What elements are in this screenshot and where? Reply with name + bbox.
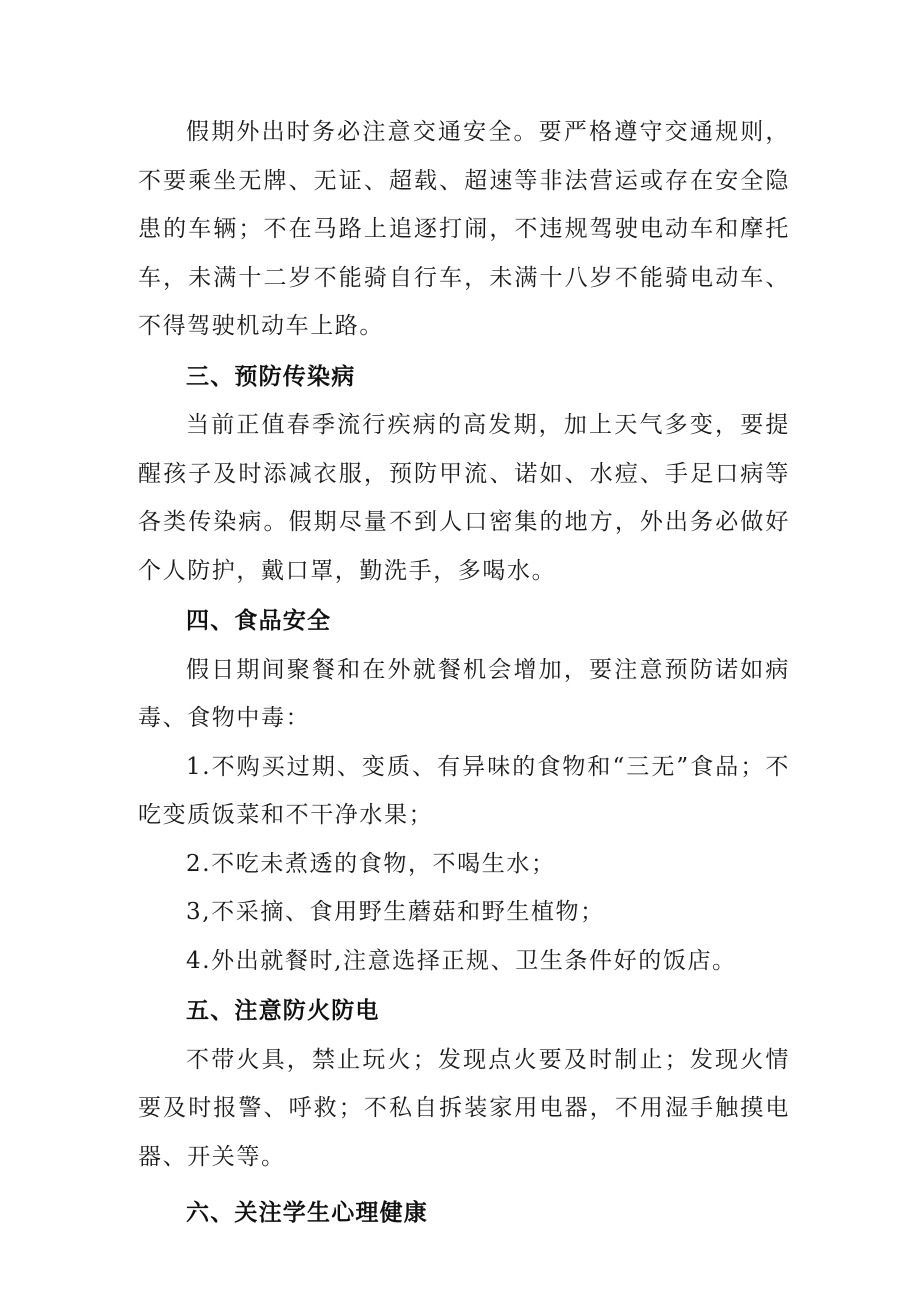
- paragraph-traffic-safety: 假期外出时务必注意交通安全。要严格遵守交通规则，不要乘坐无牌、无证、超载、超速等非法营运或存在安全隐患的车辆；不在马路上追逐打闹，不违规驾驶电动车和摩托车，未满十二岁不能骑自行车，未满十八岁不能骑电动车、不得驾驶机动车上路。: [138, 119, 790, 339]
- heading-prevent-infectious-disease: 三、预防传染病: [186, 363, 356, 390]
- paragraph-food-intro: 假日期间聚餐和在外就餐机会增加，要注意预防诺如病毒、食物中毒：: [138, 656, 790, 731]
- food-rule-3: 3,不采摘、食用野生蘑菇和野生植物；: [186, 899, 605, 925]
- food-rule-1: 1.不购买过期、变质、有异味的食物和“三无”食品；不吃变质饭菜和不干净水果；: [138, 753, 790, 828]
- heading-food-safety: 四、食品安全: [186, 608, 332, 634]
- heading-student-mental-health: 六、关注学生心理健康: [186, 1200, 428, 1226]
- document-body: [138, 108, 790, 1238]
- paragraph-infectious-disease: 当前正值春季流行疾病的高发期，加上天气多变，要提醒孩子及时添减衣服，预防甲流、诺如、水痘、手足口病等各类传染病。假期尽量不到人口密集的地方，外出务必做好个人防护，戴口罩，勤洗手，多喝水。: [138, 412, 790, 584]
- food-rule-2: 2.不吃未煮透的食物，不喝生水；: [186, 850, 556, 877]
- paragraph-fire-safety: 不带火具，禁止玩火；发现点火要及时制止；发现火情要及时报警、呼救；不私自拆装家用电器，不用湿手触摸电器、开关等。: [138, 1046, 790, 1170]
- heading-fire-electric-safety: 五、注意防火防电: [186, 998, 380, 1024]
- food-rule-4: 4.外出就餐时,注意选择正规、卫生条件好的饭店。: [186, 947, 737, 974]
